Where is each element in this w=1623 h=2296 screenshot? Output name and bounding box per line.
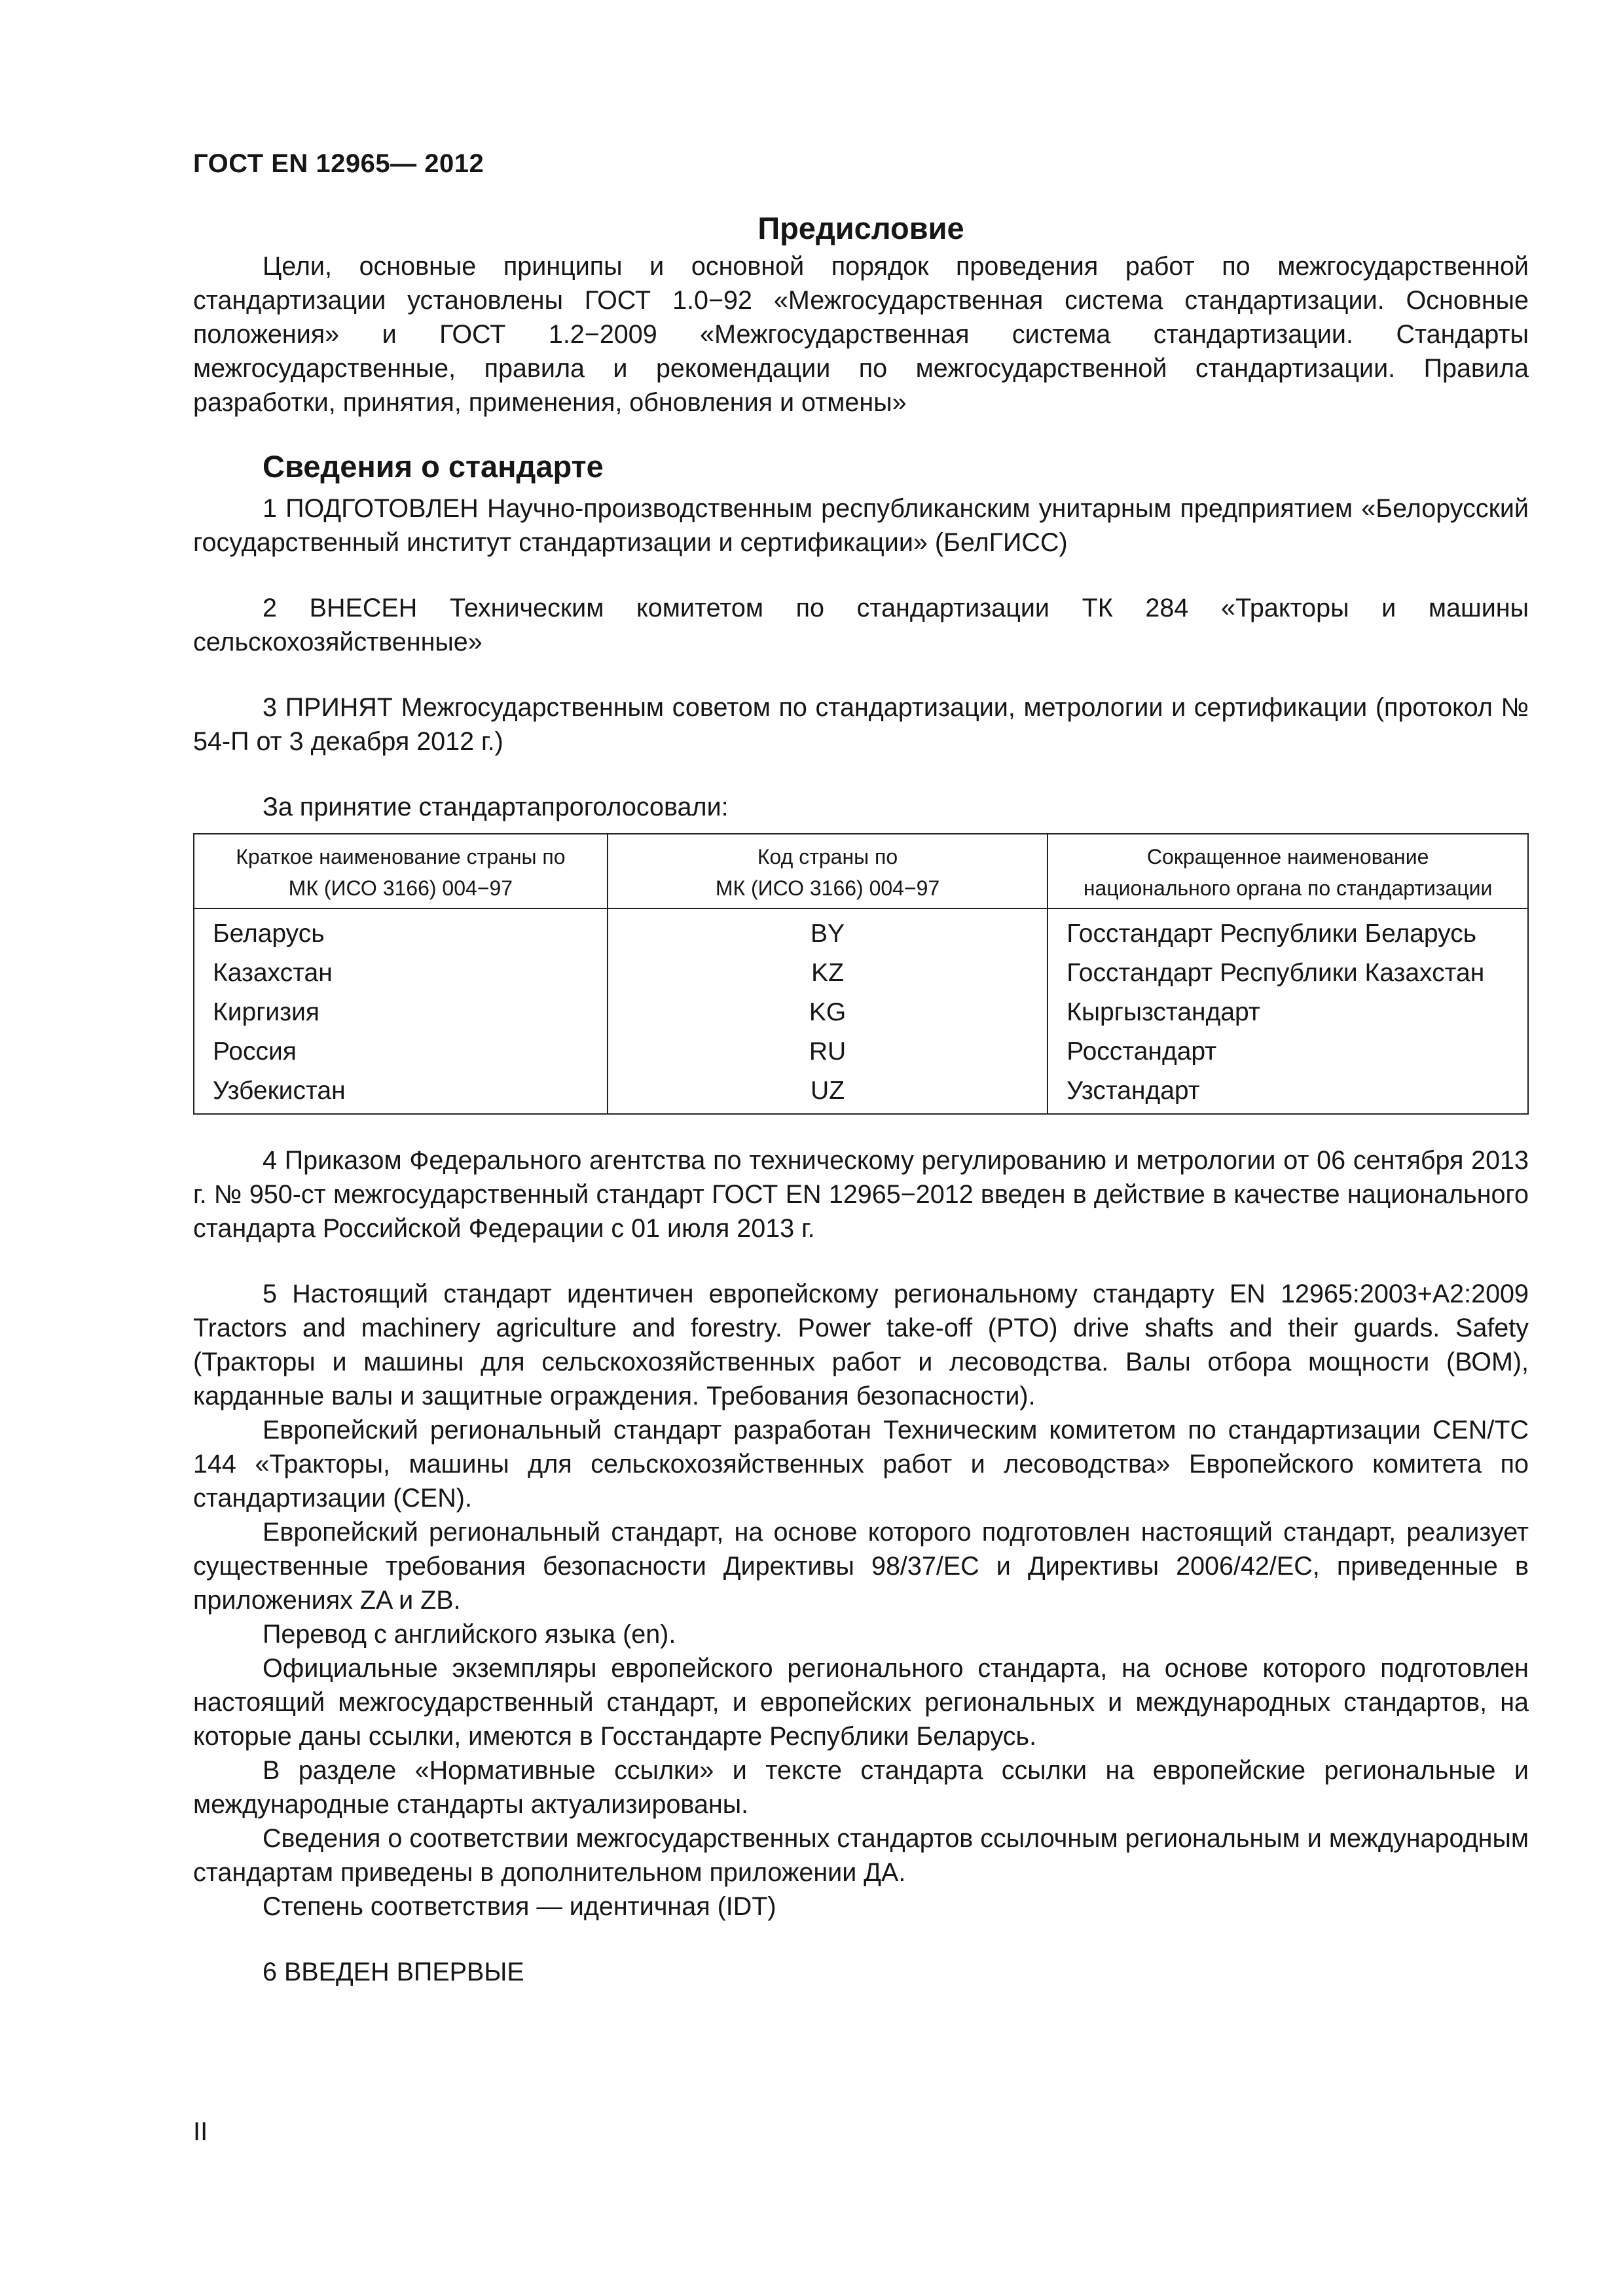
foreword-title: Предисловие — [757, 211, 964, 245]
info-item-1: 1 ПОДГОТОВЛЕН Научно-производственным республиканским унитарным предприятием «Белорусский государственный институт стандартизации и сертификации» (БелГИСС) — [193, 494, 1529, 557]
country-code: BY — [608, 908, 1048, 954]
document-page — [193, 147, 1529, 1989]
country-name: Казахстан — [194, 954, 608, 993]
national-body: Госстандарт Республики Казахстан — [1048, 954, 1528, 993]
country-name: Россия — [194, 1032, 608, 1071]
foreword-text: Цели, основные принципы и основной порядок проведения работ по межгосударственной стандартизации установлены ГОСТ 1.0−92 «Межгосударственная система стандартизации. Основные положения» и ГОСТ 1.2−2009 «Межгосударственная система стандартизации. Стандарты межгосударственные, правила и рекомендации по межгосударственной стандартизации. Правила разработки, принятия, применения, обновления и отмены» — [193, 252, 1529, 417]
country-name: Киргизия — [194, 993, 608, 1032]
country-code: KZ — [608, 954, 1048, 993]
national-body: Госстандарт Республики Беларусь — [1048, 908, 1528, 954]
info-item-2: 2 ВНЕСЕН Техническим комитетом по стандартизации ТК 284 «Тракторы и машины сельскохозяйственные» — [193, 594, 1529, 656]
header-national-body: Сокращенное наименование национального органа по стандартизации — [1048, 834, 1528, 908]
country-code: RU — [608, 1032, 1048, 1071]
info-item-5-p6: В разделе «Нормативные ссылки» и тексте стандарта ссылки на европейские региональные и международные стандарты актуализированы. — [193, 1756, 1529, 1819]
table-row — [194, 1071, 1528, 1114]
info-item-5-p5: Официальные экземпляры европейского регионального стандарта, на основе которого подготовлен настоящий межгосударственный стандарт, и европейских региональных и международных стандартов, на которые даны ссылки, имеются в Госстандарте Республики Беларусь. — [193, 1654, 1529, 1751]
info-item-5-p8: Степень соответствия — идентичная (IDT) — [263, 1892, 776, 1921]
national-body: Росстандарт — [1048, 1032, 1528, 1071]
header-country-name: Краткое наименование страны по МК (ИСО 3166) 004−97 — [194, 834, 608, 908]
table-row — [194, 993, 1528, 1032]
country-name: Беларусь — [194, 908, 608, 954]
info-item-3: 3 ПРИНЯТ Межгосударственным советом по стандартизации, метрологии и сертификации (протокол № 54-П от 3 декабря 2012 г.) — [193, 693, 1529, 756]
table-row — [194, 1032, 1528, 1071]
info-item-6: 6 ВВЕДЕН ВПЕРВЫЕ — [263, 1958, 524, 1986]
table-row — [194, 908, 1528, 954]
header-country-code: Код страны по МК (ИСО 3166) 004−97 — [608, 834, 1048, 908]
table-row — [194, 954, 1528, 993]
national-body: Кыргызстандарт — [1048, 993, 1528, 1032]
info-item-5-p2: Европейский региональный стандарт разработан Техническим комитетом по стандартизации CEN/TC 144 «Тракторы, машины для сельскохозяйственных работ и лесоводства» Европейского комитета по стандартизации (CEN). — [193, 1416, 1529, 1513]
country-code: UZ — [608, 1071, 1048, 1114]
table-header-row — [194, 834, 1528, 908]
country-name: Узбекистан — [194, 1071, 608, 1114]
country-code: KG — [608, 993, 1048, 1032]
page-number: II — [193, 2117, 208, 2146]
info-item-4: 4 Приказом Федерального агентства по техническому регулированию и метрологии от 06 сентября 2013 г. № 950-ст межгосударственный стандарт ГОСТ EN 12965−2012 введен в действие в качестве национального стандарта Российской Федерации с 01 июля 2013 г. — [193, 1146, 1529, 1243]
standard-info-title: Сведения о стандарте — [263, 449, 604, 484]
info-item-5-p1: 5 Настоящий стандарт идентичен европейскому региональному стандарту EN 12965:2003+A2:2009 Tractors and machinery agriculture and forestry. Power take-off (PTO) drive shafts and their guards. Safety (Тракторы и машины для сельскохозяйственных работ и лесоводства. Валы отбора мощности (ВОМ), карданные валы и защитные ограждения. Требования безопасности). — [193, 1280, 1529, 1410]
info-item-5-p7: Сведения о соответствии межгосударственных стандартов ссылочным региональным и международным стандартам приведены в дополнительном приложении ДА. — [193, 1824, 1529, 1887]
national-body: Узстандарт — [1048, 1071, 1528, 1114]
vote-intro: За принятие стандартапроголосовали: — [263, 793, 729, 821]
document-code: ГОСТ EN 12965— 2012 — [193, 149, 484, 178]
info-item-5-p4: Перевод с английского языка (en). — [263, 1620, 676, 1649]
voting-countries-table — [193, 833, 1529, 1115]
info-item-5-p3: Европейский региональный стандарт, на основе которого подготовлен настоящий стандарт, реализует существенные требования безопасности Директивы 98/37/ЕС и Директивы 2006/42/ЕС, приведенные в приложениях ZA и ZB. — [193, 1518, 1529, 1615]
